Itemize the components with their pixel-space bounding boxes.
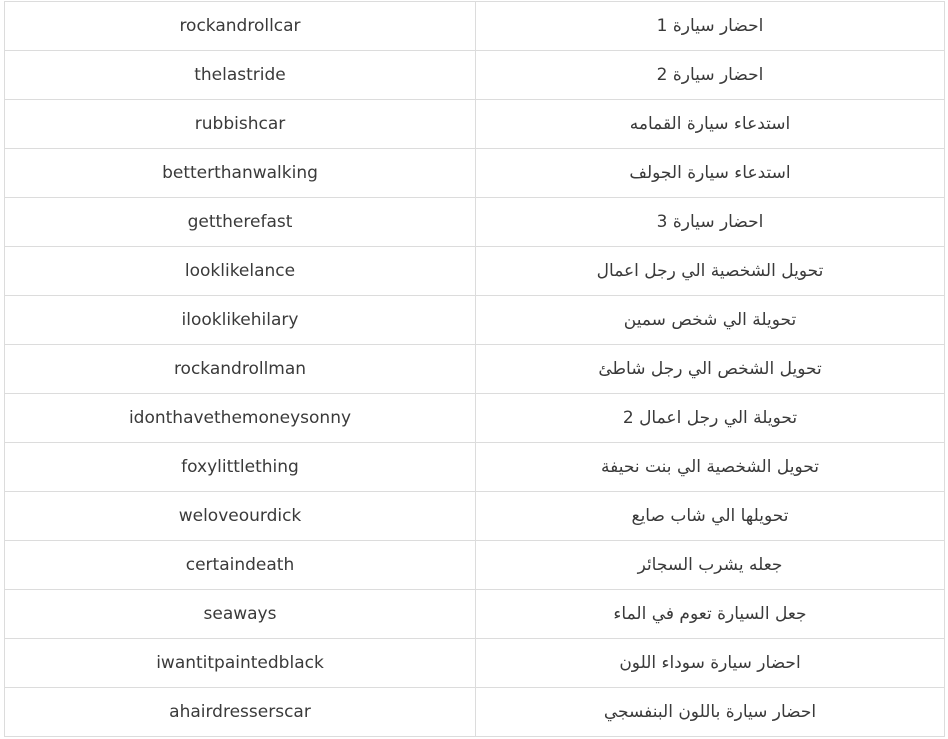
table-row xyxy=(5,394,945,443)
cheat-description-cell: تحويل الشخصية الي رجل اعمال xyxy=(476,247,945,296)
table-row xyxy=(5,492,945,541)
cheat-code-cell: certaindeath xyxy=(5,541,476,590)
cheat-code-cell: seaways xyxy=(5,590,476,639)
cheat-code-cell: rockandrollcar xyxy=(5,2,476,51)
cheat-description-cell: تحويل الشخص الي رجل شاطئ xyxy=(476,345,945,394)
cheat-code-cell: ahairdresserscar xyxy=(5,688,476,737)
cheat-code-cell: weloveourdick xyxy=(5,492,476,541)
cheat-code-cell: iwantitpaintedblack xyxy=(5,639,476,688)
cheat-description-cell: احضار سيارة 3 xyxy=(476,198,945,247)
cheat-description-cell: احضار سيارة سوداء اللون xyxy=(476,639,945,688)
table-row xyxy=(5,100,945,149)
table-row xyxy=(5,149,945,198)
cheat-code-cell: thelastride xyxy=(5,51,476,100)
cheat-code-cell: betterthanwalking xyxy=(5,149,476,198)
cheat-code-cell: rubbishcar xyxy=(5,100,476,149)
cheat-description-cell: تحويلها الي شاب صايع xyxy=(476,492,945,541)
cheat-description-cell: احضار سيارة باللون البنفسجي xyxy=(476,688,945,737)
table-row xyxy=(5,590,945,639)
table-row xyxy=(5,2,945,51)
cheat-description-cell: تحويلة الي شخص سمين xyxy=(476,296,945,345)
table-row xyxy=(5,541,945,590)
cheat-description-cell: جعل السيارة تعوم في الماء xyxy=(476,590,945,639)
table-row xyxy=(5,345,945,394)
cheat-code-cell: idonthavethemoneysonny xyxy=(5,394,476,443)
cheat-description-cell: جعله يشرب السجائر xyxy=(476,541,945,590)
cheat-code-cell: gettherefast xyxy=(5,198,476,247)
table-row xyxy=(5,296,945,345)
cheat-code-cell: foxylittlething xyxy=(5,443,476,492)
cheat-code-cell: rockandrollman xyxy=(5,345,476,394)
table-row xyxy=(5,688,945,737)
table-row xyxy=(5,443,945,492)
table-row xyxy=(5,639,945,688)
cheat-code-cell: looklikelance xyxy=(5,247,476,296)
cheat-description-cell: استدعاء سيارة الجولف xyxy=(476,149,945,198)
cheat-code-cell: ilooklikehilary xyxy=(5,296,476,345)
cheat-description-cell: احضار سيارة 1 xyxy=(476,2,945,51)
cheat-codes-table xyxy=(4,1,945,737)
cheat-description-cell: تحويلة الي رجل اعمال 2 xyxy=(476,394,945,443)
cheat-description-cell: احضار سيارة 2 xyxy=(476,51,945,100)
cheat-description-cell: استدعاء سيارة القمامه xyxy=(476,100,945,149)
cheat-description-cell: تحويل الشخصية الي بنت نحيفة xyxy=(476,443,945,492)
table-row xyxy=(5,247,945,296)
table-row xyxy=(5,51,945,100)
table-row xyxy=(5,198,945,247)
